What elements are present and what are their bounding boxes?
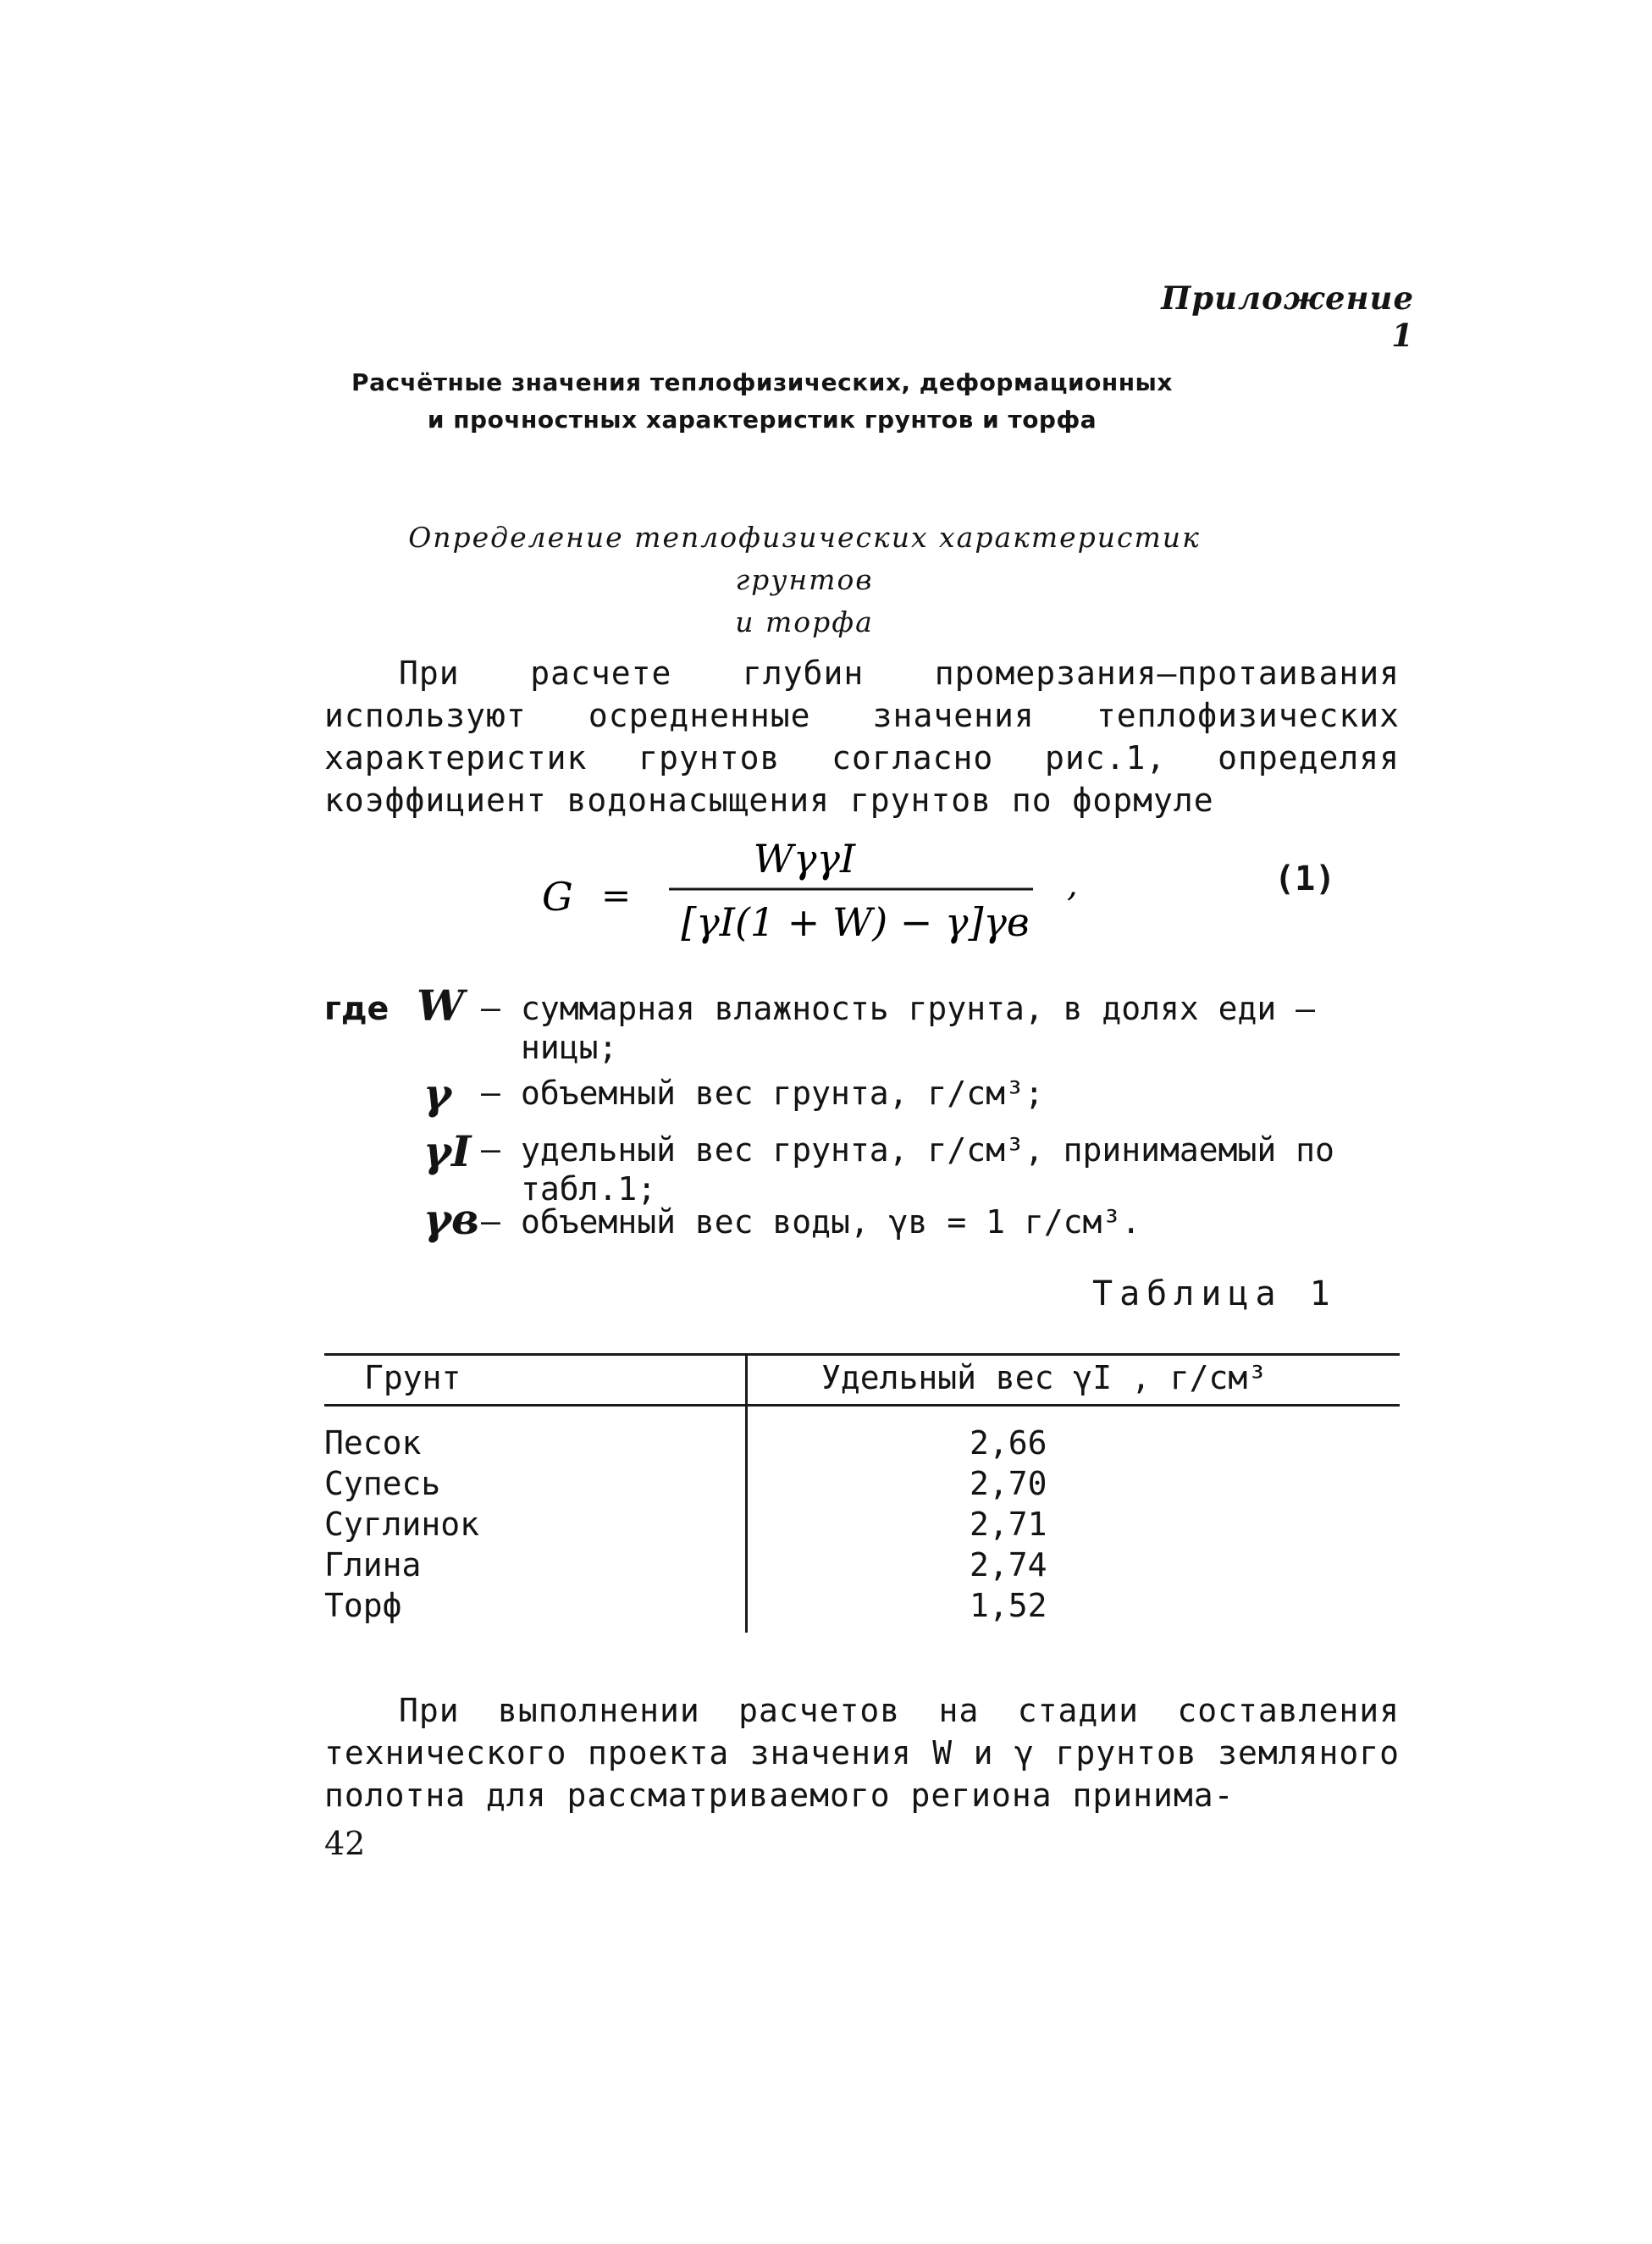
legend-definition-line: объемный вес грунта, г/см³; — [521, 1075, 1044, 1112]
table-header-soil: Грунт — [364, 1359, 461, 1396]
formula-lhs: G — [542, 874, 573, 920]
table-column-divider — [745, 1353, 748, 1633]
table-cell-value: 2,66 — [970, 1424, 1047, 1462]
table-cell-value: 2,71 — [970, 1506, 1047, 1543]
legend-symbol: γ — [423, 1069, 452, 1119]
appendix-label: Приложение 1 — [1161, 279, 1414, 354]
legend-dash: – — [481, 989, 500, 1026]
table-cell-soil: Супесь — [324, 1465, 441, 1502]
table-cell-value: 2,70 — [970, 1465, 1047, 1502]
legend-dash: – — [481, 1130, 500, 1168]
paragraph-continuation: При выполнении расчетов на стадии составления технического проекта значения W и γ грунтов земляного полотна для рассматриваемого региона принима- — [324, 1692, 1400, 1814]
legend-definition — [521, 1202, 1406, 1241]
equation-number: (1) — [1274, 859, 1336, 898]
subsection-heading-line: Определение теплофизических характеристик грунтов — [408, 521, 1201, 596]
table-cell-value: 2,74 — [970, 1546, 1047, 1584]
legend-definition-line: удельный вес грунта, г/см³, принимаемый по — [521, 1131, 1334, 1169]
legend-definition-line: ницы; — [521, 1029, 618, 1066]
formula-1 — [525, 830, 1118, 974]
table-cell-value: 1,52 — [970, 1587, 1047, 1624]
subsection-heading — [381, 517, 1228, 644]
legend-definition-line: табл.1; — [521, 1170, 657, 1208]
formula-equals: = — [601, 875, 632, 916]
table-header-rule — [324, 1404, 1400, 1407]
table-cell-soil: Суглинок — [324, 1506, 480, 1543]
legend-dash: – — [481, 1202, 500, 1240]
legend-symbol: γI — [423, 1126, 472, 1176]
legend-definition — [521, 1074, 1406, 1113]
table-caption: Таблица 1 — [1092, 1274, 1337, 1313]
page-number: 42 — [324, 1825, 366, 1862]
table-cell-soil: Глина — [324, 1546, 422, 1584]
formula-denominator: [γI(1 + W) − γ]γв — [681, 899, 1030, 945]
section-heading-line: и прочностных характеристик грунтов и торфа — [427, 406, 1097, 434]
legend-symbol: γв — [423, 1194, 479, 1244]
formula-numerator: WγγI — [753, 836, 856, 882]
legend-definition-line: объемный вес воды, γв = 1 г/см³. — [521, 1203, 1141, 1241]
table-cell-soil: Торф — [324, 1587, 402, 1624]
table-header-specific-weight: Удельный вес γI , г/см³ — [821, 1359, 1268, 1396]
formula-separator: , — [1067, 865, 1078, 904]
legend-definition — [521, 989, 1406, 1067]
paragraph-intro: При расчете глубин промерзания–протаивания используют осредненные значения теплофизических характеристик грунтов согласно рис.1, определяя коэффициент водонасыщения грунтов по формуле — [324, 655, 1400, 819]
legend-definition-line: суммарная влажность грунта, в долях еди – — [521, 990, 1315, 1027]
legend-dash: – — [481, 1074, 500, 1111]
table-cell-soil: Песок — [324, 1424, 422, 1462]
subsection-heading-line: и торфа — [735, 605, 874, 638]
legend-symbol: W — [417, 981, 465, 1031]
legend-where: где — [324, 990, 390, 1027]
legend-definition — [521, 1130, 1406, 1208]
table-top-rule — [324, 1353, 1400, 1356]
section-heading — [339, 364, 1185, 439]
section-heading-line: Расчётные значения теплофизических, деформационных — [351, 368, 1173, 396]
